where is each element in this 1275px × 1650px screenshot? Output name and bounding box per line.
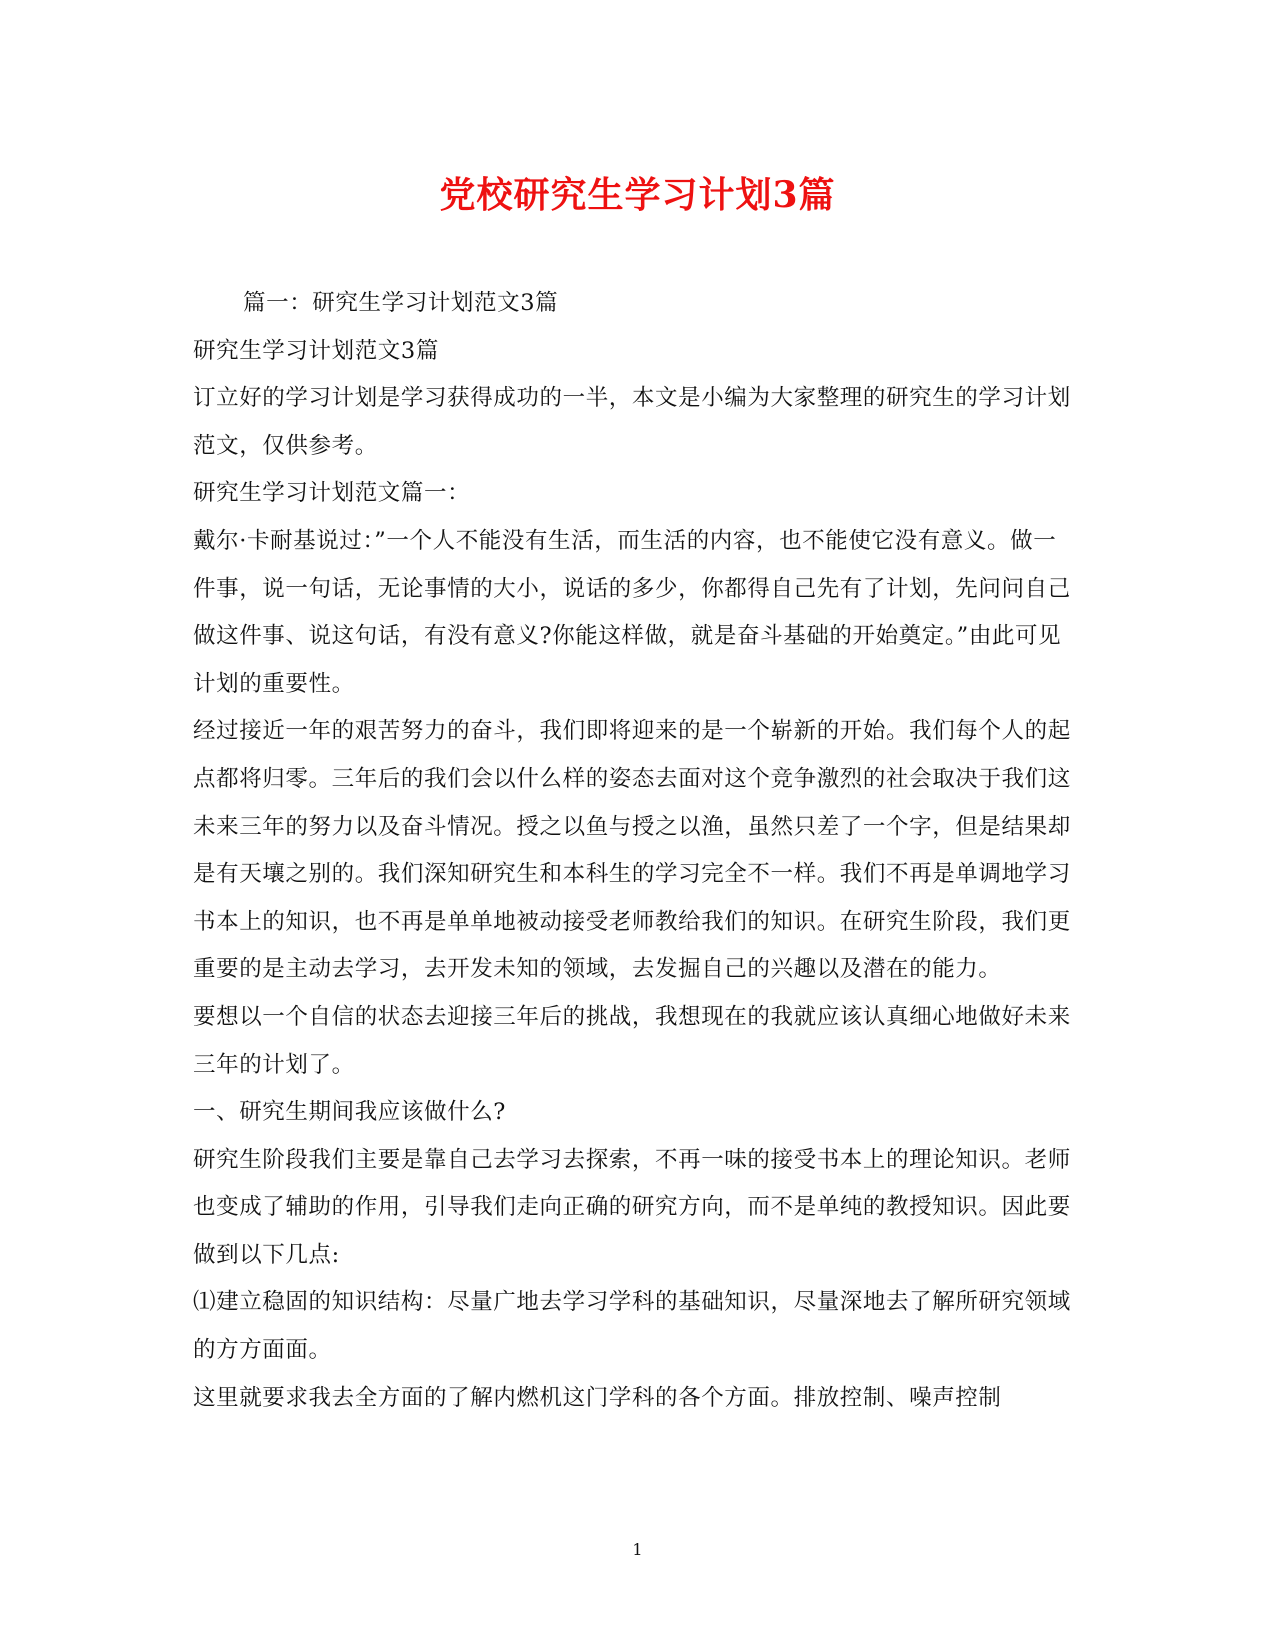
document-body: [193, 280, 1073, 1422]
paragraph: 一、研究生期间我应该做什么?: [193, 1099, 506, 1126]
section-heading: 篇一：研究生学习计划范文3篇: [243, 290, 559, 316]
paragraph: 经过接近一年的艰苦努力的奋斗，我们即将迎来的是一个崭新的开始。我们每个人的起点都将归零。三年后的我们会以什么样的姿态去面对这个竞争激烈的社会取决于我们这未来三年的努力以及奋斗情况。授之以鱼与授之以渔，虽然只差了一个字，但是结果却是有天壤之别的。我们深知研究生和本科生的学习完全不一样。我们不再是单调地学习书本上的知识，也不再是单单地被动接受老师教给我们的知识。在研究生阶段，我们更重要的是主动去学习，去开发未知的领域，去发掘自己的兴趣以及潜在的能力。: [193, 718, 1071, 983]
page-number: 1: [632, 1540, 643, 1559]
paragraph: 研究生学习计划范文篇一：: [193, 480, 471, 507]
paragraph: 要想以一个自信的状态去迎接三年后的挑战，我想现在的我就应该认真细心地做好未来三年的计划了。: [193, 1003, 1071, 1078]
paragraph: 戴尔·卡耐基说过：”一个人不能没有生活，而生活的内容，也不能使它没有意义。做一件事，说一句话，无论事情的大小，说话的多少，你都得自己先有了计划，先问问自己做这件事、说这句话，有没有意义?你能这样做，就是奋斗基础的开始奠定。”由此可见计划的重要性。: [193, 527, 1071, 697]
document-title: 党校研究生学习计划3篇: [439, 174, 836, 216]
paragraph: 订立好的学习计划是学习获得成功的一半，本文是小编为大家整理的研究生的学习计划范文，仅供参考。: [193, 385, 1071, 459]
paragraph: 这里就要求我去全方面的了解内燃机这门学科的各个方面。排放控制、噪声控制: [193, 1384, 1002, 1411]
paragraph: 研究生阶段我们主要是靠自己去学习去探索，不再一味的接受书本上的理论知识。老师也变成了辅助的作用，引导我们走向正确的研究方向，而不是单纯的教授知识。因此要做到以下几点:: [193, 1146, 1071, 1268]
paragraph: 研究生学习计划范文3篇: [193, 337, 439, 364]
paragraph: ⑴建立稳固的知识结构：尽量广地去学习学科的基础知识，尽量深地去了解所研究领域的方方面面。: [193, 1289, 1071, 1364]
